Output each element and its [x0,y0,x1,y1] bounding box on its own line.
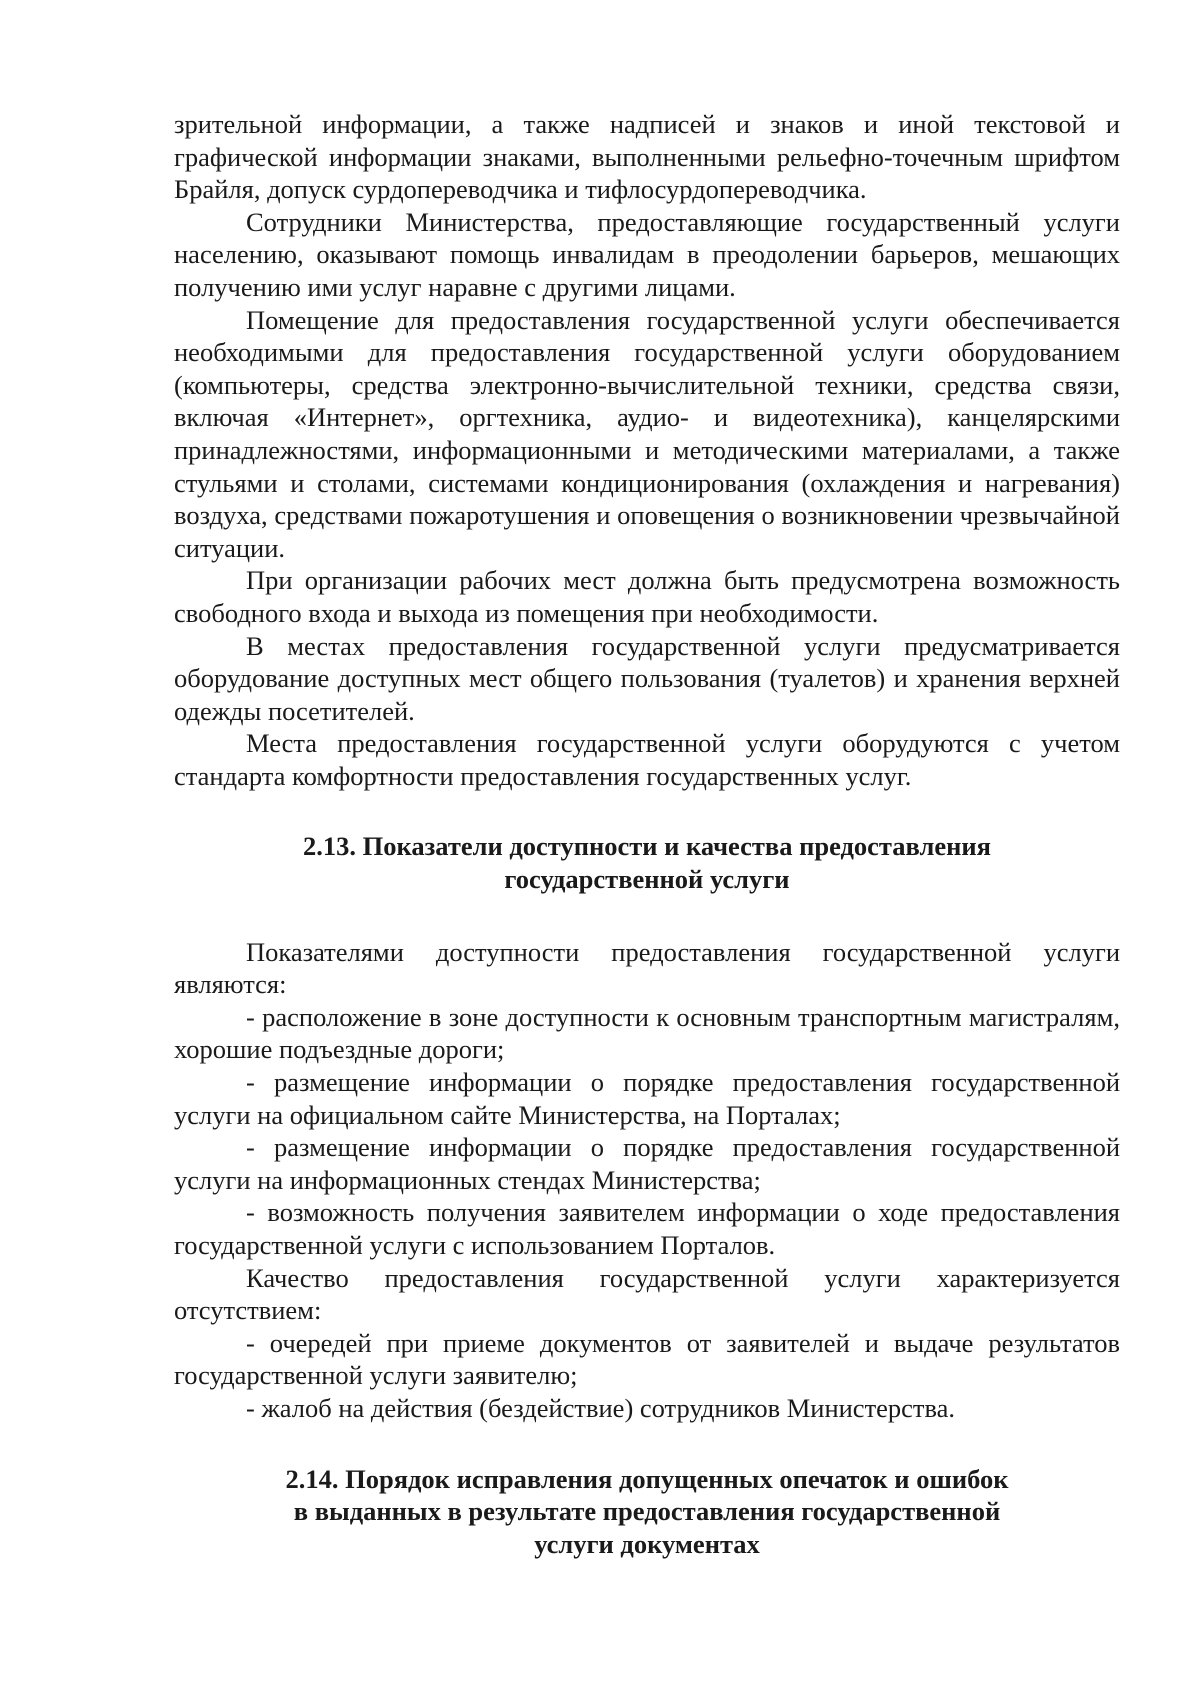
paragraph-accessibility-intro: Показателями доступности предоставления государственной услуги являются: [174,936,1120,1000]
section-top-text [174,108,1120,792]
paragraph-public-facilities: В местах предоставления государственной услуги предусматривается оборудование доступных мест общего пользования (туалетов) и хранения верхней одежды посетителей. [174,630,1120,726]
paragraph-quality-intro: Качество предоставления государственной услуги характеризуется отсутствием: [174,1262,1120,1326]
list-item-complaints: - жалоб на действия (бездействие) сотрудников Министерства. [246,1392,956,1423]
document-page [174,108,1120,1560]
paragraph-workplaces: При организации рабочих мест должна быть предусмотрена возможность свободного входа и выхода из помещения при необходимости. [174,565,1120,628]
paragraph-staff-assistance: Сотрудники Министерства, предоставляющие государственный услуги населению, оказывают помощь инвалидам в преодолении барьеров, мешающих получению ими услуг наравне с другими лицами. [174,206,1120,302]
paragraph-premises-equipment: Помещение для предоставления государственной услуги обеспечивается необходимыми для предоставления государственной услуги оборудованием (компьютеры, средства электронно-вычислительной техники, средства связи, включая «Интернет», оргтехника, аудио- и видеотехника), канцелярскими принадлежностями, информационными и методическими материалами, а также стульями и столами, системами кондиционирования (охлаждения и нагревания) воздуха, средствами пожаротушения и оповещения о возникновении чрезвычайной ситуации. [174,304,1120,563]
paragraph-comfort-standard: Места предоставления государственной услуги оборудуются с учетом стандарта комфортности предоставления государственных услуг. [174,728,1120,791]
heading-2-14-line-1: 2.14. Порядок исправления допущенных опечаток и ошибок [285,1463,1009,1494]
list-item-queues: - очередей при приеме документов от заявителей и выдаче результатов государственной услуги заявителю; [174,1327,1120,1391]
paragraph-braille-continuation: зрительной информации, а также надписей и знаков и иной текстовой и графической информации знаками, выполненными рельефно-точечным шрифтом Брайля, допуск сурдопереводчика и тифлосурдопереводчика. [174,109,1120,205]
list-item-portal-status: - возможность получения заявителем информации о ходе предоставления государственной услуги с использованием Порталов. [174,1197,1120,1260]
heading-2-14-line-3: услуги документах [534,1528,760,1559]
section-heading-2-14 [174,1463,1120,1561]
section-2-13-text [174,936,1120,1425]
list-item-transport: - расположение в зоне доступности к основным транспортным магистралям, хорошие подъездные дороги; [174,1001,1120,1065]
heading-2-13-line-2: государственной услуги [504,864,790,895]
section-heading-2-13 [174,830,1120,895]
heading-2-13-line-1: 2.13. Показатели доступности и качества предоставления [303,831,991,862]
heading-2-14-line-2: в выданных в результате предоставления государственной [293,1496,1001,1527]
list-item-stands-info: - размещение информации о порядке предоставления государственной услуги на информационных стендах Министерства; [174,1132,1120,1195]
list-item-website-info: - размещение информации о порядке предоставления государственной услуги на официальном сайте Министерства, на Порталах; [174,1067,1120,1130]
